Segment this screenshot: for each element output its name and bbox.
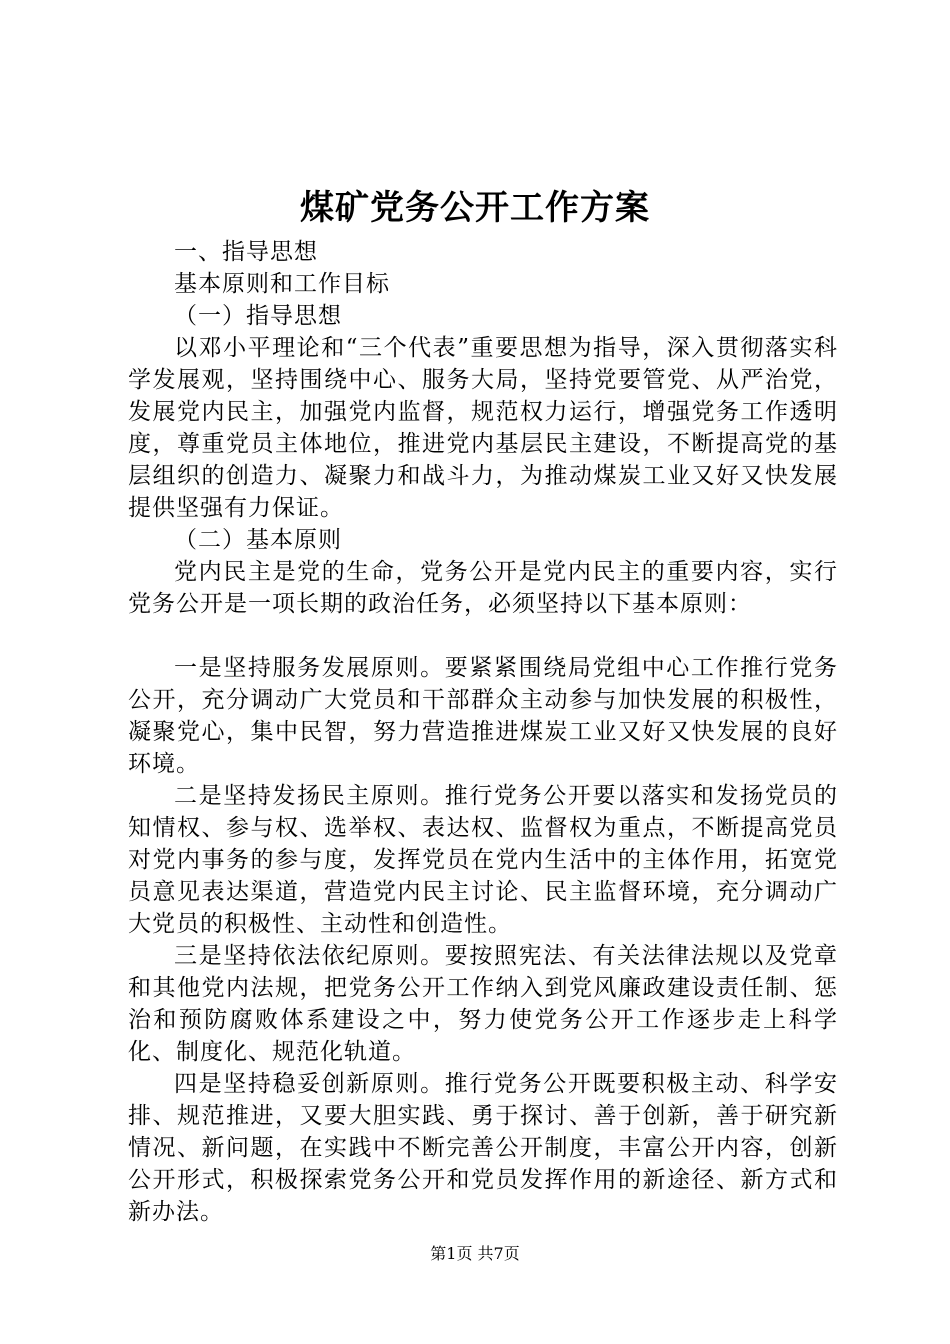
paragraph-gap (128, 620, 838, 652)
paragraph-principles-intro: 党内民主是党的生命，党务公开是党内民主的重要内容，实行党务公开是一项长期的政治任务，必须坚持以下基本原则： (128, 559, 838, 617)
paragraph-guiding-ideology: 以邓小平理论和“三个代表”重要思想为指导，深入贯彻落实科学发展观，坚持围绕中心、服务大局，坚持党要管党、从严治党，发展党内民主，加强党内监督，规范权力运行，增强党务工作透明度，尊重党员主体地位，推进党内基层民主建设，不断提高党的基层组织的创造力、凝聚力和战斗力，为推动煤炭工业又好又快发展提供坚强有力保证。 (128, 335, 838, 521)
document-body (128, 236, 838, 1228)
paragraph-principle-1: 一是坚持服务发展原则。要紧紧围绕局党组中心工作推行党务公开，充分调动广大党员和干部群众主动参与加快发展的积极性，凝聚党心，集中民智，努力营造推进煤炭工业又好又快发展的良好环境。 (128, 655, 838, 777)
paragraph-principle-4: 四是坚持稳妥创新原则。推行党务公开既要积极主动、科学安排、规范推进，又要大胆实践、勇于探讨、善于创新，善于研究新情况、新问题，在实践中不断完善公开制度，丰富公开内容，创新公开形式，积极探索党务公开和党员发挥作用的新途径、新方式和新办法。 (128, 1071, 838, 1225)
heading-basic-principles: （二）基本原则 (174, 527, 342, 553)
document-title: 煤矿党务公开工作方案 (300, 188, 650, 228)
paragraph-principle-3: 三是坚持依法依纪原则。要按照宪法、有关法律法规以及党章和其他党内法规，把党务公开工作纳入到党风廉政建设责任制、惩治和预防腐败体系建设之中，努力使党务公开工作逐步走上科学化、制度化、规范化轨道。 (128, 943, 838, 1065)
heading-guiding-ideology: （一）指导思想 (174, 303, 342, 329)
section-heading: 一、指导思想 (174, 239, 318, 265)
page-number: 第1页 共7页 (430, 1244, 520, 1263)
section-subheading: 基本原则和工作目标 (174, 271, 390, 297)
paragraph-principle-2: 二是坚持发扬民主原则。推行党务公开要以落实和发扬党员的知情权、参与权、选举权、表达权、监督权为重点，不断提高党员对党内事务的参与度，发挥党员在党内生活中的主体作用，拓宽党员意见表达渠道，营造党内民主讨论、民主监督环境，充分调动广大党员的积极性、主动性和创造性。 (128, 783, 838, 937)
